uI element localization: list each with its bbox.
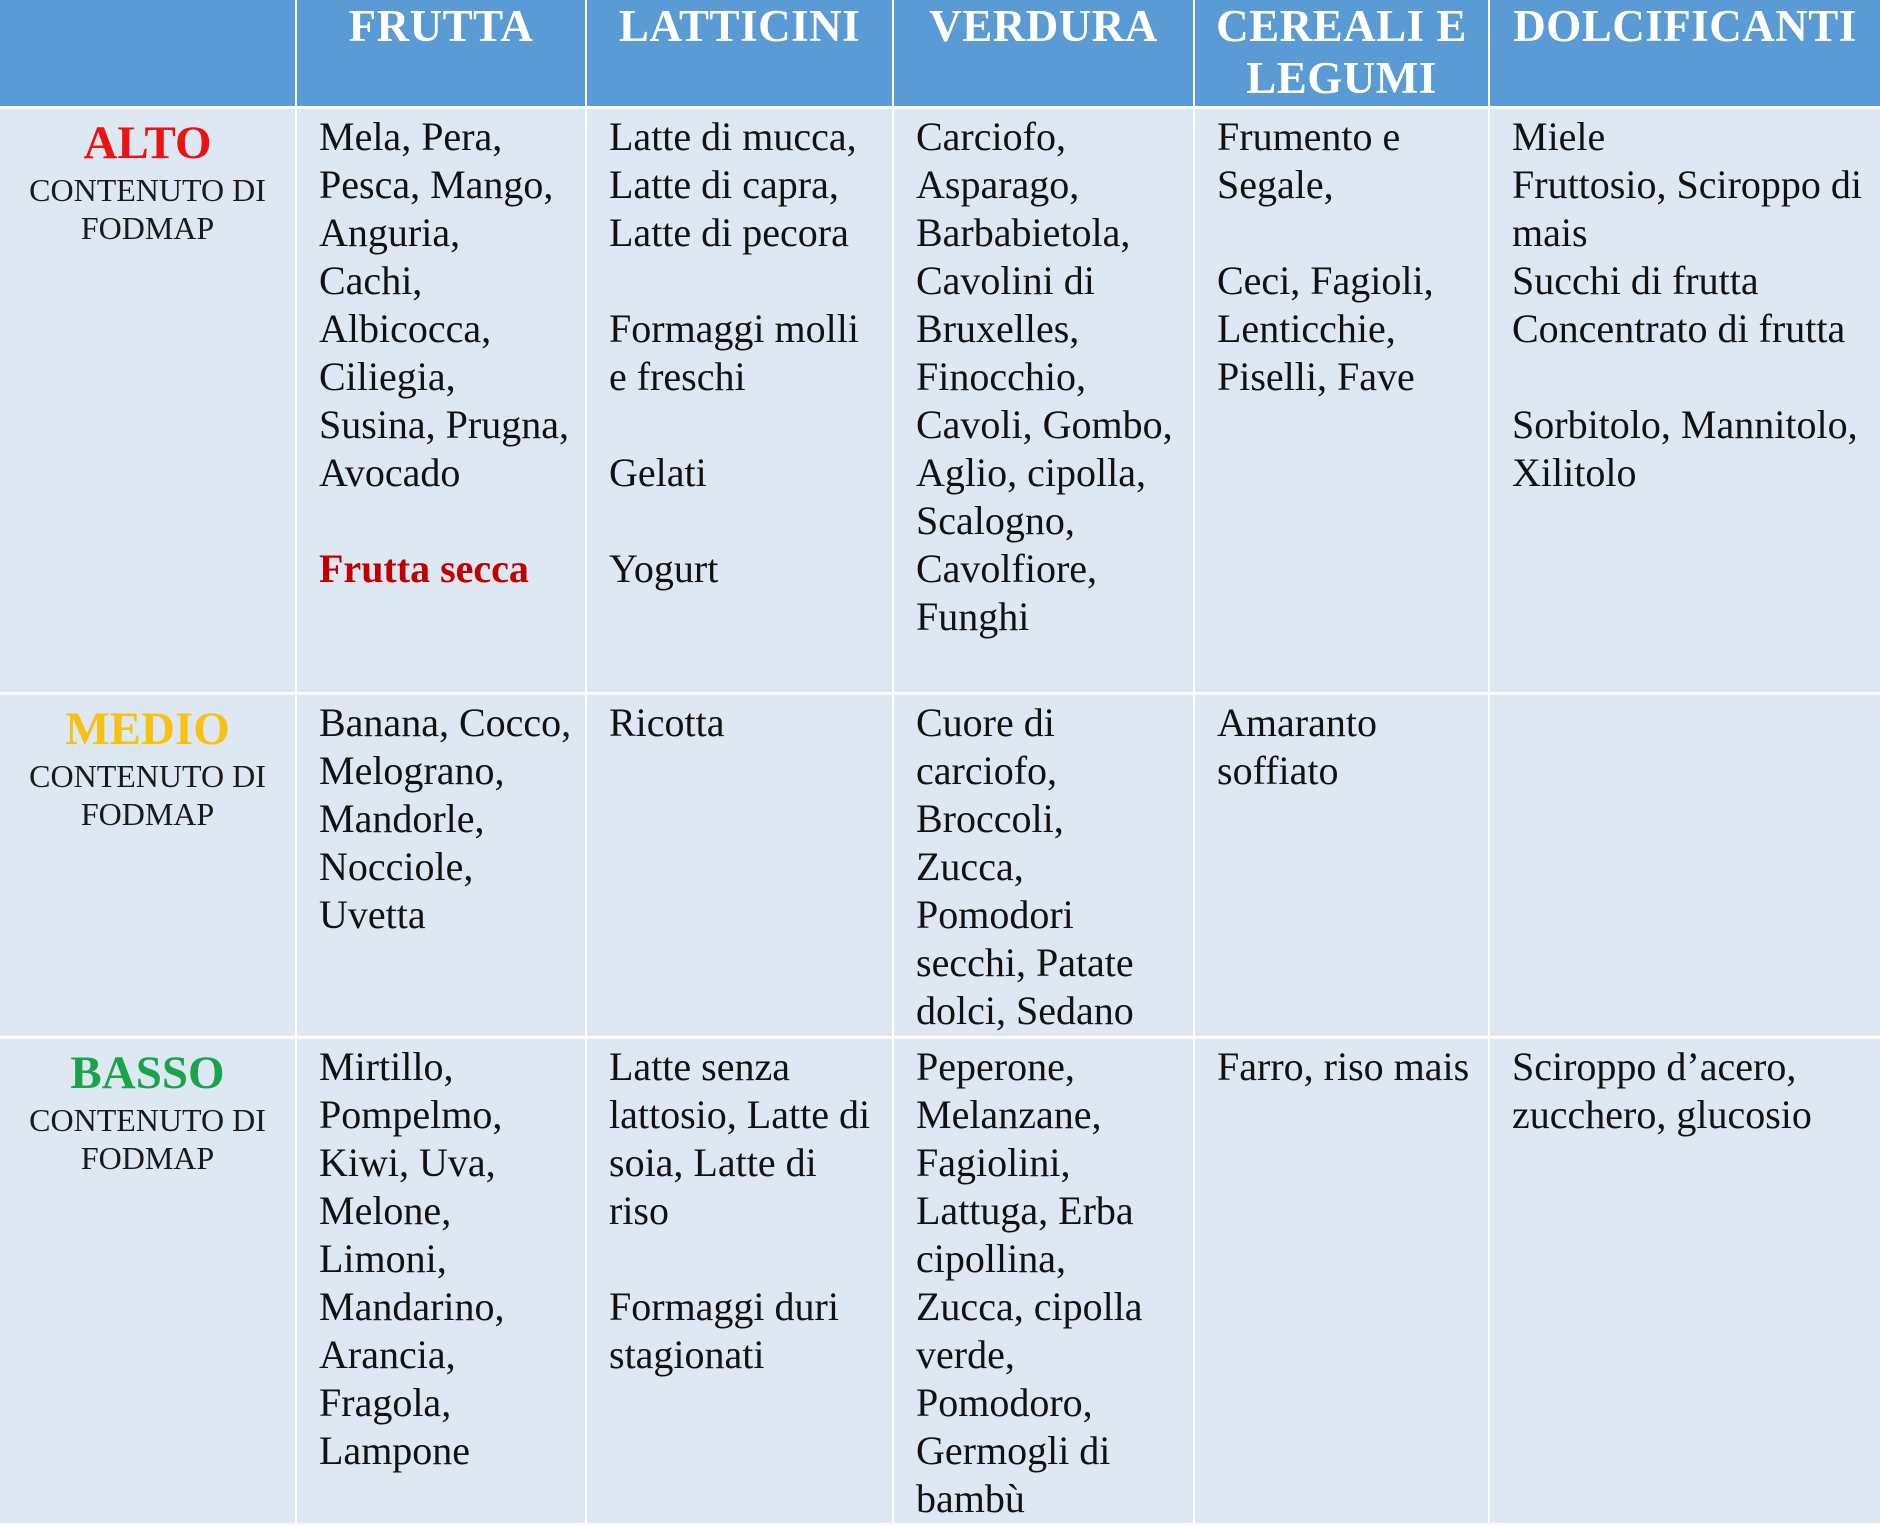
cell-text: Banana, Cocco, Melograno, Mandorle, Nocciole, Uvetta [319, 700, 582, 937]
cell-basso-latticini [586, 1038, 893, 1525]
cell-text: Carciofo, Asparago, Barbabietola, Cavolini di Bruxelles, Finocchio, Cavoli, Gombo, Aglio, cipolla, Scalogno, Cavolfiore, Funghi [916, 114, 1181, 639]
cell-basso-frutta [296, 1038, 586, 1525]
cell-text: Mela, Pera, Pesca, Mango, Anguria, Cachi, Albicocca, Ciliegia, Susina, Prugna, Avocado [319, 114, 577, 495]
cell-alto-latticini [586, 108, 893, 694]
cell-alto-frutta [296, 108, 586, 694]
cell-text: Sorbitolo, Mannitolo, Xilitolo [1512, 402, 1868, 495]
cell-alto-cereali-legumi [1194, 108, 1489, 694]
cell-basso-cereali-legumi [1194, 1038, 1489, 1525]
level-subtitle: CONTENUTO DI FODMAP [29, 758, 266, 832]
level-cell-basso [0, 1038, 296, 1525]
cell-text: Frutta secca [319, 546, 529, 591]
level-label-basso: BASSO [70, 1047, 225, 1099]
column-header-dolcificanti: DOLCIFICANTI [1489, 0, 1880, 108]
cell-text: Mirtillo, Pompelmo, Kiwi, Uva, Melone, Limoni, Mandarino, Arancia, Fragola, Lampone [319, 1044, 513, 1473]
column-header-cereali-legumi: CEREALI E LEGUMI [1194, 0, 1489, 108]
cell-text: Yogurt [609, 546, 719, 591]
level-cell-alto [0, 108, 296, 694]
table-row-medio [0, 694, 1880, 1038]
cell-alto-dolcificanti [1489, 108, 1880, 694]
cell-basso-verdura [893, 1038, 1194, 1525]
cell-text: Gelati [609, 450, 707, 495]
cell-text: Formaggi duri stagionati [609, 1284, 849, 1377]
header-row [0, 0, 1880, 108]
cell-text: Latte di mucca, Latte di capra, Latte di pecora [609, 114, 867, 255]
cell-medio-verdura [893, 694, 1194, 1038]
level-label-alto: ALTO [83, 117, 212, 169]
level-subtitle: CONTENUTO DI FODMAP [29, 172, 266, 246]
cell-text: Frumento e Segale, [1217, 114, 1411, 207]
cell-text: Cuore di carciofo, Broccoli, Zucca, Pomodori secchi, Patate dolci, Sedano [916, 700, 1144, 1033]
corner-header [0, 0, 296, 108]
column-header-latticini: LATTICINI [586, 0, 893, 108]
cell-alto-verdura [893, 108, 1194, 694]
cell-medio-frutta [296, 694, 586, 1038]
cell-medio-dolcificanti [1489, 694, 1880, 1038]
table-row-alto [0, 108, 1880, 694]
cell-text: Farro, riso mais [1217, 1044, 1470, 1089]
cell-text: Sciroppo d’acero, zucchero, glucosio [1512, 1044, 1812, 1137]
cell-text: Formaggi molli e freschi [609, 306, 869, 399]
cell-text: Peperone, Melanzane, Fagiolini, Lattuga, Erba cipollina, Zucca, cipolla verde, Pomodoro, Germogli di bambù [916, 1044, 1153, 1521]
cell-text: Amaranto soffiato [1217, 700, 1387, 793]
cell-text: Ceci, Fagioli, Lenticchie, Piselli, Fave [1217, 258, 1444, 399]
cell-text: Latte senza lattosio, Latte di soia, Latte di riso [609, 1044, 881, 1233]
cell-text: Ricotta [609, 700, 725, 745]
table-row-basso [0, 1038, 1880, 1525]
column-header-frutta: FRUTTA [296, 0, 586, 108]
column-header-verdura: VERDURA [893, 0, 1194, 108]
cell-text: Miele Fruttosio, Sciroppo di mais Succhi di frutta Concentrato di frutta [1512, 114, 1863, 351]
cell-medio-latticini [586, 694, 893, 1038]
cell-basso-dolcificanti [1489, 1038, 1880, 1525]
cell-medio-cereali-legumi [1194, 694, 1489, 1038]
level-subtitle: CONTENUTO DI FODMAP [29, 1102, 266, 1176]
level-label-medio: MEDIO [65, 703, 230, 755]
level-cell-medio [0, 694, 296, 1038]
